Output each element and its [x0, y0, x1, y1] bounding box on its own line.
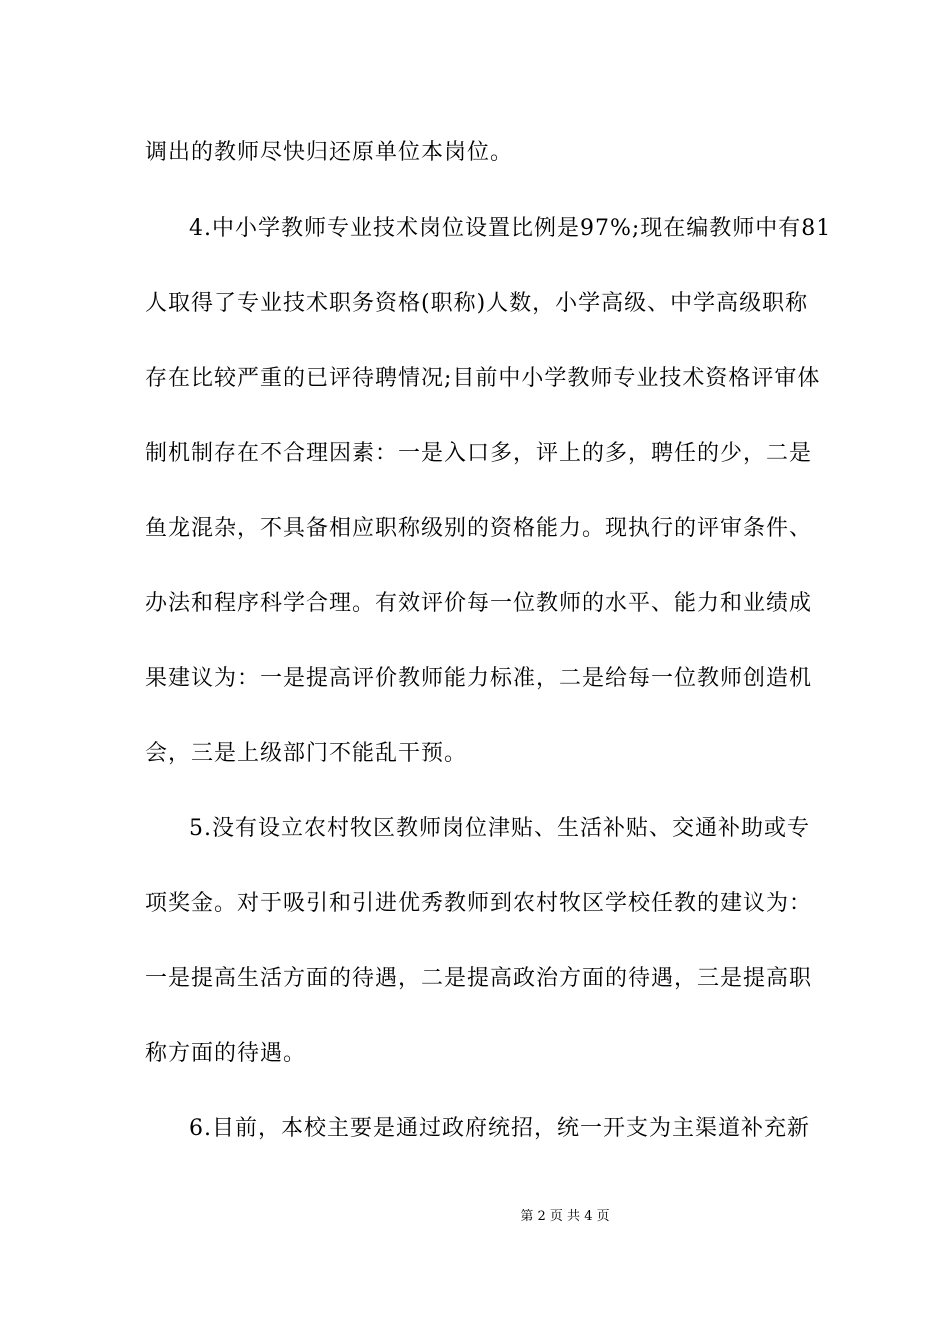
- text-line: 4.中小学教师专业技术岗位设置比例是97%;现在编教师中有81: [189, 216, 832, 241]
- text-line: 6.目前，本校主要是通过政府统招，统一开支为主渠道补充新: [189, 1116, 810, 1141]
- text-line: 会，三是上级部门不能乱干预。: [145, 741, 468, 766]
- text-line: 存在比较严重的已评待聘情况;目前中小学教师专业技术资格评审体: [145, 366, 821, 391]
- text-line: 办法和程序科学合理。有效评价每一位教师的水平、能力和业绩成: [145, 591, 813, 616]
- page-number-footer: 第 2 页 共 4 页: [520, 1209, 610, 1224]
- text-line: 称方面的待遇。: [145, 1041, 307, 1066]
- text-line: 制机制存在不合理因素：一是入口多，评上的多，聘任的少，二是: [145, 441, 813, 466]
- text-line: 一是提高生活方面的待遇，二是提高政治方面的待遇，三是提高职: [145, 966, 813, 991]
- text-line: 调出的教师尽快归还原单位本岗位。: [145, 140, 514, 165]
- text-line: 鱼龙混杂，不具备相应职称级别的资格能力。现执行的评审条件、: [145, 516, 813, 541]
- text-line: 果建议为：一是提高评价教师能力标准，二是给每一位教师创造机: [145, 666, 813, 691]
- text-line: 项奖金。对于吸引和引进优秀教师到农村牧区学校任教的建议为：: [145, 891, 813, 916]
- text-line: 5.没有设立农村牧区教师岗位津贴、生活补贴、交通补助或专: [189, 816, 810, 841]
- text-line: 人取得了专业技术职务资格(职称)人数，小学高级、中学高级职称: [145, 291, 809, 316]
